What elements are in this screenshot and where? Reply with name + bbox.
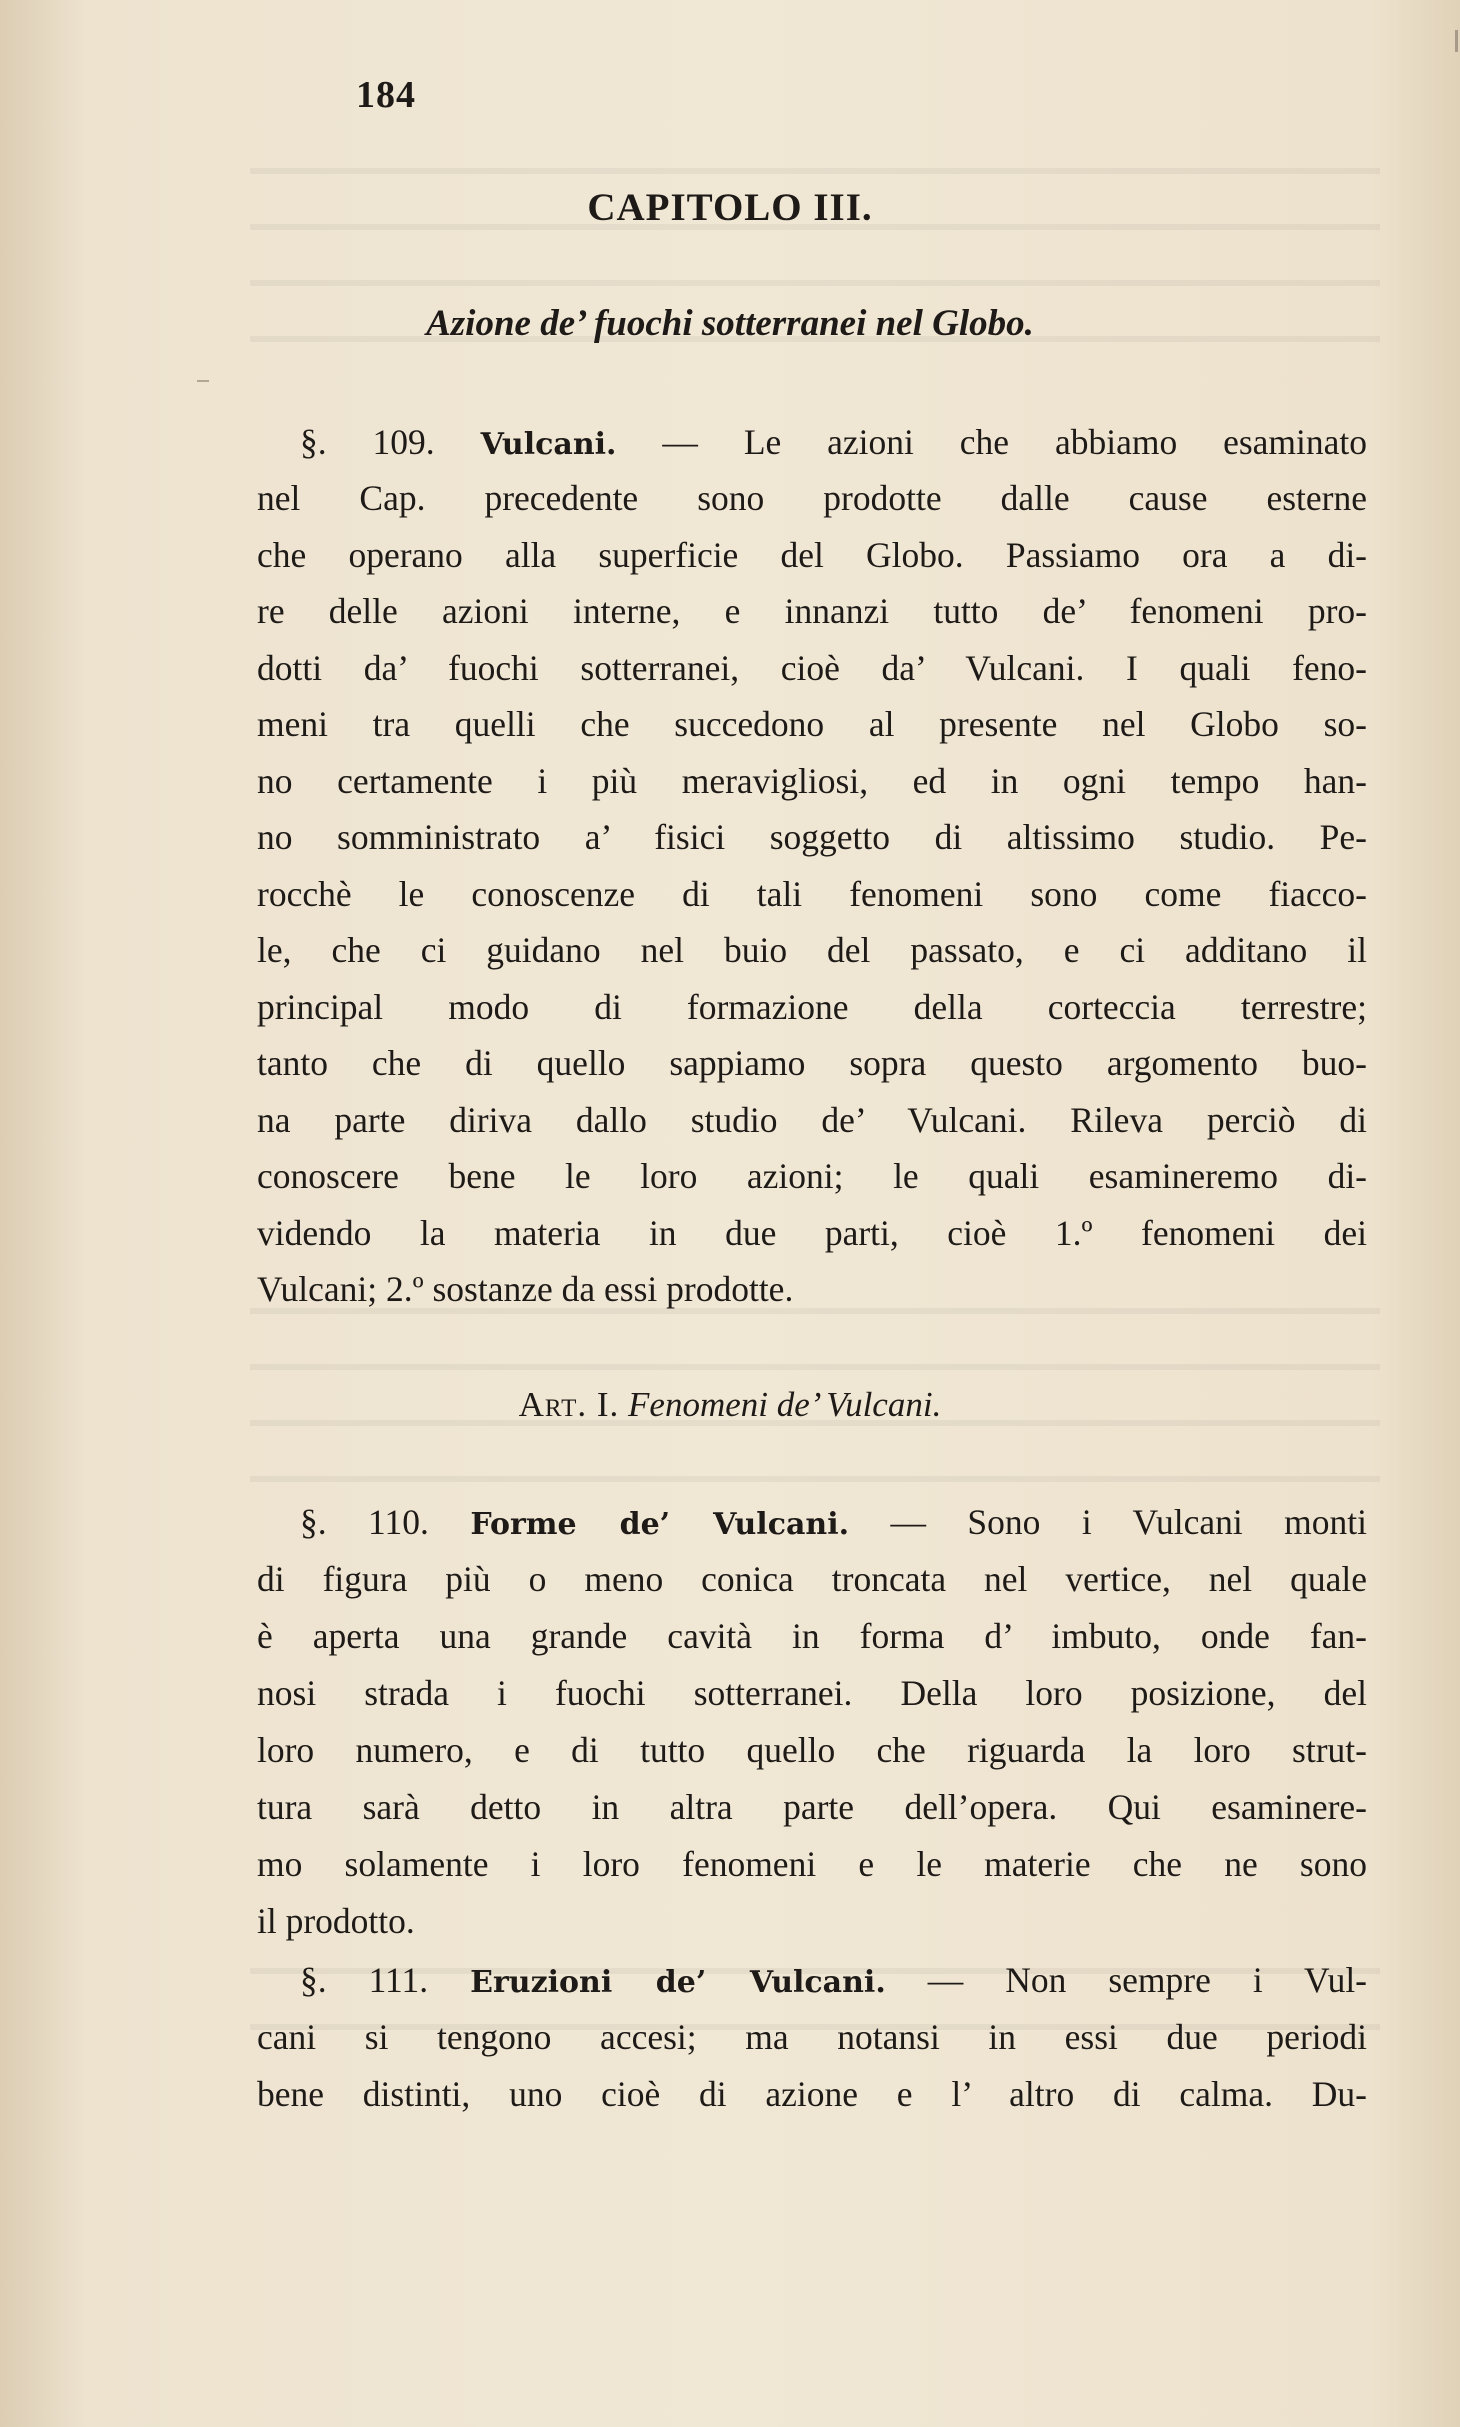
paragraph-line: cani si tengono accesi; ma notansi in essi due periodi [257,2017,1367,2057]
paragraph-line: il prodotto. [257,1901,415,1941]
paragraph-line: re delle azioni interne, e innanzi tutto de’ fenomeni pro- [257,591,1367,631]
paragraph-line: nosi strada i fuochi sotterranei. Della loro posizione, del [257,1673,1367,1713]
show-through-upper [250,130,1380,390]
section-dash: — [890,1502,926,1542]
section-title: Forme de’ Vulcani. [470,1507,850,1542]
paragraph-line: no certamente i più meravigliosi, ed in ogni tempo han- [257,761,1367,801]
paragraph-line: videndo la materia in due parti, cioè 1.º fenomeni dei [257,1213,1367,1253]
margin-mark [197,380,209,382]
paragraph-line: mo solamente i loro fenomeni e le materie che ne sono [257,1844,1367,1884]
section-dash: — [927,1960,964,2000]
paragraph-line: le, che ci guidano nel buio del passato, e ci additano il [257,930,1367,970]
paragraph-line: Vulcani; 2.º sostanze da essi prodotte. [257,1269,794,1309]
paragraph-line: Le azioni che abbiamo esaminato [743,422,1368,462]
article-label: Art. I. [518,1385,620,1424]
paragraph-line: di figura più o meno conica troncata nel vertice, nel quale [257,1559,1367,1599]
section-number: §. 109. [300,422,435,462]
edge-mark [1455,30,1458,52]
section-dash: — [662,422,698,462]
section-title: Eruzioni de’ Vulcani. [470,1965,886,2000]
paragraph-line: loro numero, e di tutto quello che riguarda la loro strut- [257,1730,1367,1770]
paragraph-line: tanto che di quello sappiamo sopra questo argomento buo- [257,1043,1367,1083]
paragraph-line: tura sarà detto in altra parte dell’opera. Qui esaminere- [257,1787,1367,1827]
paragraph-line: principal modo di formazione della corteccia terrestre; [257,987,1367,1027]
paragraph-line: Non sempre i Vul- [1005,1960,1367,2000]
paragraph-line: no somministrato a’ fisici soggetto di altissimo studio. Pe- [257,817,1367,857]
section-111-line [300,1960,1367,2000]
page-number: 184 [356,74,416,116]
chapter-title: CAPITOLO III. [587,186,873,229]
section-110-line [300,1502,1368,1542]
paragraph-line: na parte diriva dallo studio de’ Vulcani. Rileva perciò di [257,1100,1367,1140]
section-109-line [300,422,1368,462]
article-heading [0,1385,1460,1425]
paragraph-line: meni tra quelli che succedono al presente nel Globo so- [257,704,1367,744]
paragraph-line: Sono i Vulcani monti [967,1502,1368,1542]
chapter-subtitle: Azione de’ fuochi sotterranei nel Globo. [426,303,1034,344]
article-title: Fenomeni de’ Vulcani. [628,1385,942,1424]
paragraph-line: bene distinti, uno cioè di azione e l’ altro di calma. Du- [257,2074,1367,2114]
paragraph-line: dotti da’ fuochi sotterranei, cioè da’ Vulcani. I quali feno- [257,648,1367,688]
paragraph-line: è aperta una grande cavità in forma d’ imbuto, onde fan- [257,1616,1367,1656]
section-title: Vulcani. [480,427,617,462]
paragraph-line: conoscere bene le loro azioni; le quali esamineremo di- [257,1156,1367,1196]
paragraph-line: rocchè le conoscenze di tali fenomeni sono come fiacco- [257,874,1367,914]
paragraph-line: che operano alla superficie del Globo. Passiamo ora a di- [257,535,1367,575]
paragraph-line: nel Cap. precedente sono prodotte dalle cause esterne [257,478,1367,518]
section-number: §. 111. [300,1960,429,2000]
section-number: §. 110. [300,1502,429,1542]
